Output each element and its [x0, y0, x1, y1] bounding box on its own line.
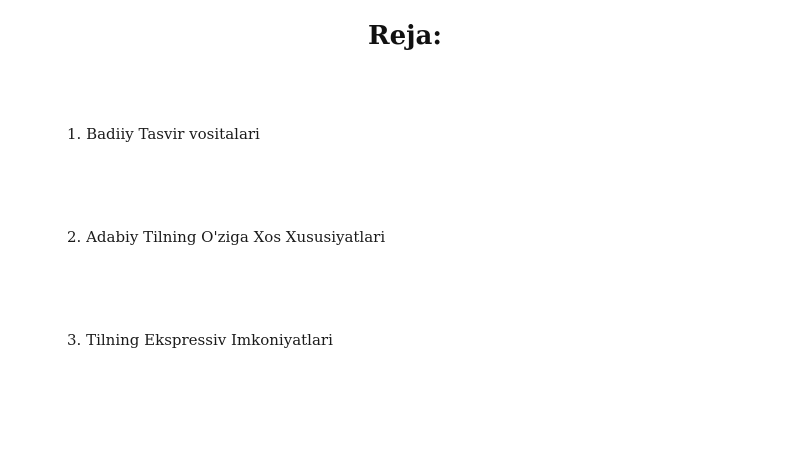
slide-title: Reja:: [367, 21, 442, 51]
plan-item-2: 2. Adabiy Tilning O'ziga Xos Xususiyatlari: [67, 228, 386, 246]
plan-item-1: 1. Badiiy Tasvir vositalari: [67, 125, 260, 143]
plan-item-3: 3. Tilning Ekspressiv Imkoniyatlari: [67, 331, 333, 349]
